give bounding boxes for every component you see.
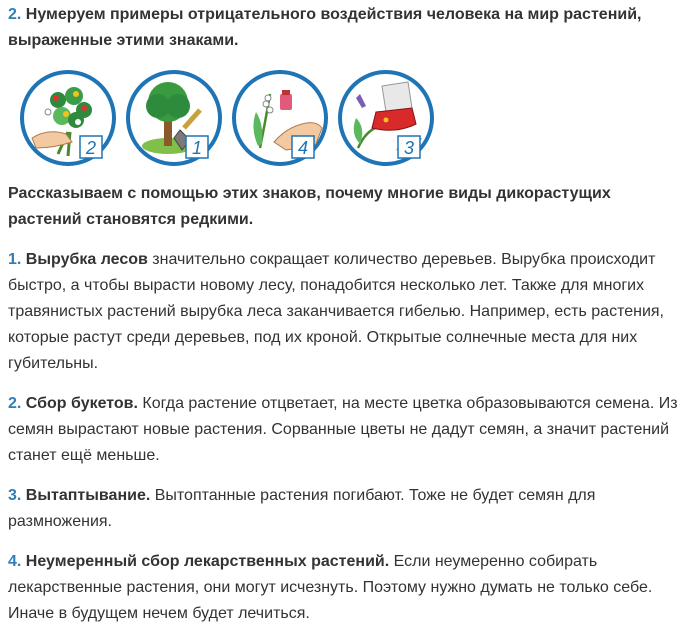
medicinal-plant-picking-sign-icon bbox=[230, 68, 330, 168]
item-number: 2. bbox=[8, 395, 22, 412]
intro-text: Нумеруем примеры отрицательного воздействия человека на мир растений, выраженные этими знаками. bbox=[8, 6, 642, 49]
item-text: Когда растение отцветает, на месте цветка образовываются семена. Из семян вырастают новые растения. Сорванные цветы не дадут семян, а значит растений станет ещё меньше. bbox=[8, 395, 678, 464]
tree-cutting-axe-sign-icon bbox=[124, 68, 224, 168]
item-title: Вытаптывание. bbox=[25, 487, 151, 504]
item-number: 1. bbox=[8, 251, 22, 268]
question-paragraph: Рассказываем с помощью этих знаков, почему многие виды дикорастущих растений становятся редкими. bbox=[8, 185, 611, 228]
signs-row bbox=[18, 68, 681, 168]
list-item bbox=[8, 549, 681, 627]
item-number: 4. bbox=[8, 553, 22, 570]
sign-number-4: 3 bbox=[403, 138, 415, 158]
item-title: Вырубка лесов bbox=[25, 251, 148, 268]
trampling-flower-sign-icon bbox=[336, 68, 436, 168]
sign-number-2: 1 bbox=[191, 138, 203, 158]
item-text: Если неумеренно собирать лекарственные растения, они могут исчезнуть. Поэтому нужно думать не только себе. Иначе в будущем нечем будет лечиться. bbox=[8, 553, 653, 622]
item-text: Вытоптанные растения погибают. Тоже не будет семян для размножения. bbox=[8, 487, 596, 530]
list-item bbox=[8, 391, 681, 469]
item-title: Сбор букетов. bbox=[25, 395, 138, 412]
bouquet-picking-sign-icon bbox=[18, 68, 118, 168]
list-item bbox=[8, 247, 681, 377]
intro-paragraph bbox=[8, 2, 681, 54]
intro-number: 2. bbox=[8, 6, 22, 23]
sign-number-1: 2 bbox=[85, 138, 97, 158]
document bbox=[0, 2, 689, 627]
item-text: значительно сокращает количество деревьев. Вырубка происходит быстро, а чтобы вырасти новому лесу, понадобится несколько лет. Также для многих травянистых растений вырубка леса заканчивается гибелью. Например, есть растения, которые растут среди деревьев, под их кроной. Открытые солнечные места для них губительны. bbox=[8, 251, 664, 372]
item-title: Неумеренный сбор лекарственных растений. bbox=[25, 553, 390, 570]
sign-number-3: 4 bbox=[297, 138, 309, 158]
item-number: 3. bbox=[8, 487, 22, 504]
list-item bbox=[8, 483, 681, 535]
